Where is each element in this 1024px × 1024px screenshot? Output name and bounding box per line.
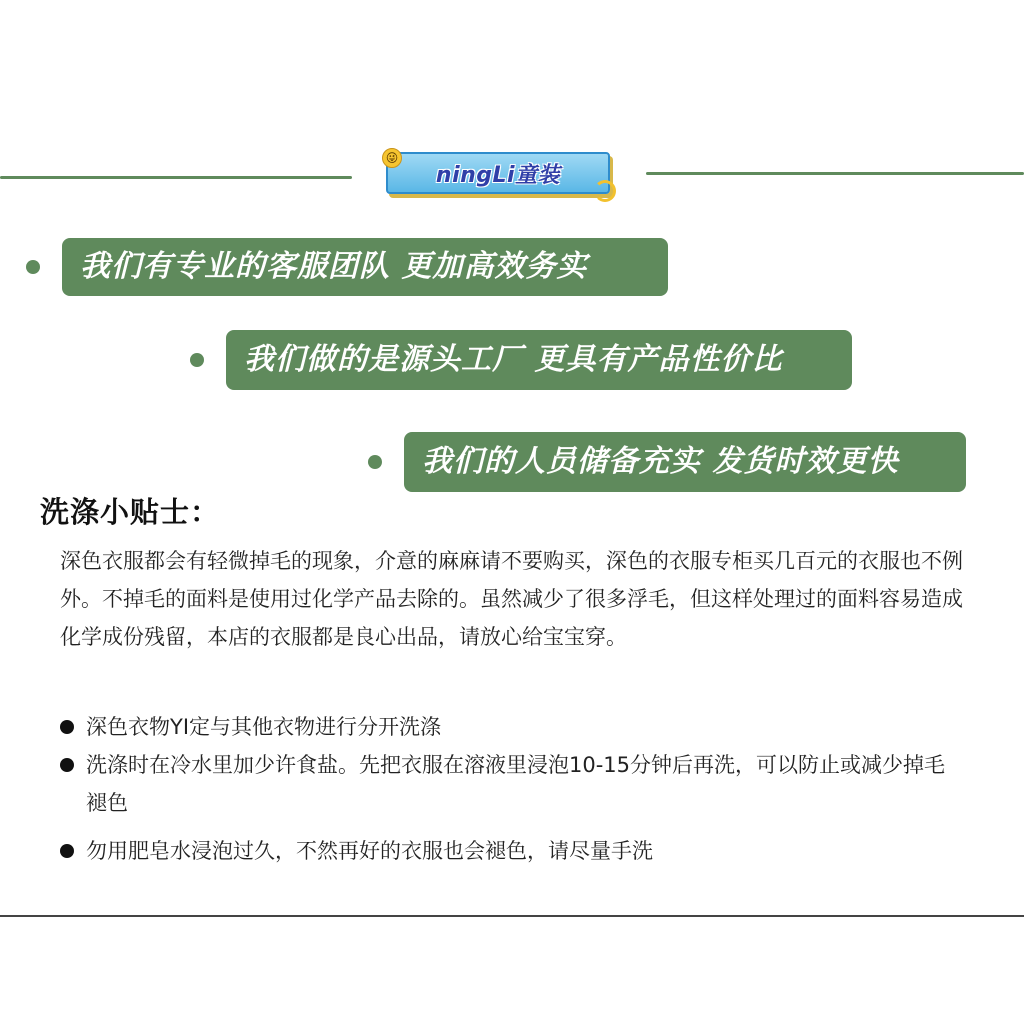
bullet-dot-icon <box>60 844 74 858</box>
brand-label: ningLi童装 <box>435 162 561 188</box>
list-item <box>60 746 980 822</box>
swirl-icon <box>594 180 616 202</box>
bullet-dot-icon <box>190 353 204 367</box>
bullet-text: 深色衣物YI定与其他衣物进行分开洗涤 <box>86 715 442 739</box>
smiley-icon: 😜 <box>382 148 402 168</box>
bullet-dot-icon <box>26 260 40 274</box>
tips-title: 洗涤小贴士： <box>40 495 221 529</box>
tips-paragraph: 深色衣服都会有轻微掉毛的现象，介意的麻麻请不要购买，深色的衣服专柜买几百元的衣服也不例外。不掉毛的面料是使用过化学产品去除的。虽然减少了很多浮毛，但这样处理过的面料容易造成化学成份残留，本店的衣服都是良心出品，请放心给宝宝穿。 <box>60 549 963 649</box>
tips-bullet-list <box>60 708 980 870</box>
list-item <box>60 832 980 870</box>
list-item <box>60 708 980 746</box>
header-divider-right <box>646 172 1024 175</box>
bullet-text: 洗涤时在冷水里加少许食盐。先把衣服在溶液里浸泡10-15分钟后再洗，可以防止或减少掉毛褪色 <box>86 753 946 815</box>
banner-text: 我们做的是源头工厂 更具有产品性价比 <box>226 330 852 390</box>
feature-banner-factory <box>190 330 852 390</box>
banner-text: 我们有专业的客服团队 更加高效务实 <box>62 238 668 296</box>
bullet-dot-icon <box>60 758 74 772</box>
feature-banner-shipping <box>368 432 966 492</box>
brand-logo <box>386 152 610 194</box>
header-divider-left <box>0 176 352 179</box>
bullet-text: 勿用肥皂水浸泡过久，不然再好的衣服也会褪色，请尽量手洗 <box>86 839 653 863</box>
feature-banner-service <box>26 238 668 296</box>
bottom-divider <box>0 915 1024 917</box>
banner-text: 我们的人员储备充实 发货时效更快 <box>404 432 966 492</box>
bullet-dot-icon <box>368 455 382 469</box>
bullet-dot-icon <box>60 720 74 734</box>
